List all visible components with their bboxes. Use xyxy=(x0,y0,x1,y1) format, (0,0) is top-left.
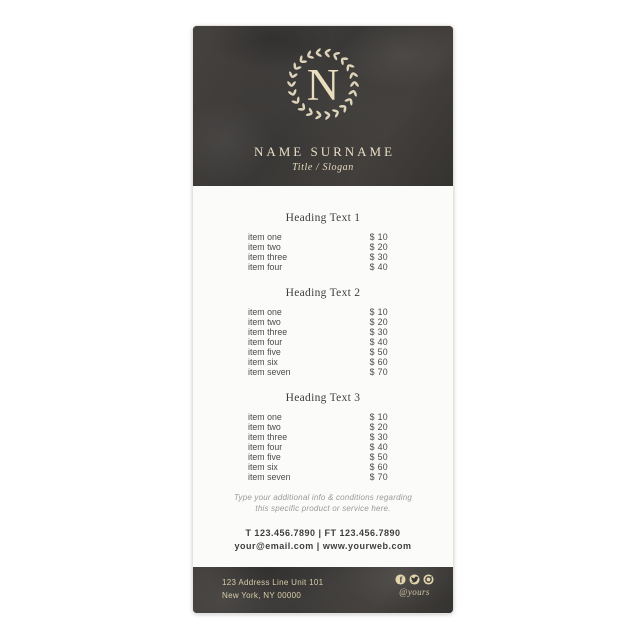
phone-numbers: T 123.456.7890 | FT 123.456.7890 xyxy=(245,528,401,538)
item-price: $ 40 xyxy=(369,337,388,347)
price-row xyxy=(248,357,388,367)
item-label: item four xyxy=(248,442,283,452)
price-row xyxy=(248,262,388,272)
item-label: item seven xyxy=(248,367,291,377)
item-price: $ 20 xyxy=(369,242,388,252)
conditions-note xyxy=(193,492,453,514)
section-heading: Heading Text 3 xyxy=(285,392,361,404)
twitter-icon xyxy=(409,574,420,585)
item-label: item three xyxy=(248,432,288,442)
price-row xyxy=(248,442,388,452)
item-price: $ 70 xyxy=(369,367,388,377)
item-label: item two xyxy=(248,317,281,327)
price-row xyxy=(248,367,388,377)
price-row xyxy=(248,337,388,347)
price-row xyxy=(248,347,388,357)
price-row xyxy=(248,252,388,262)
contact-block xyxy=(193,528,453,551)
item-price: $ 10 xyxy=(369,307,388,317)
item-label: item one xyxy=(248,232,282,242)
item-label: item seven xyxy=(248,472,291,482)
social-icons-row xyxy=(395,574,434,585)
price-row xyxy=(248,242,388,252)
item-price: $ 40 xyxy=(369,442,388,452)
social-block xyxy=(395,574,434,597)
item-price: $ 50 xyxy=(369,452,388,462)
monogram-letter: N xyxy=(306,59,340,110)
price-row xyxy=(248,422,388,432)
item-label: item six xyxy=(248,357,278,367)
price-row xyxy=(248,307,388,317)
slogan-text: Title / Slogan xyxy=(292,162,354,173)
price-section-2 xyxy=(193,287,453,377)
item-price: $ 40 xyxy=(369,262,388,272)
item-label: item four xyxy=(248,337,283,347)
item-label: item five xyxy=(248,347,281,357)
item-label: item one xyxy=(248,307,282,317)
name-text: NAME SURNAME xyxy=(253,144,396,159)
item-label: item one xyxy=(248,412,282,422)
email-website: your@email.com | www.yourweb.com xyxy=(234,541,412,551)
item-price: $ 60 xyxy=(369,462,388,472)
item-label: item six xyxy=(248,462,278,472)
facebook-icon xyxy=(395,574,406,585)
item-price: $ 60 xyxy=(369,357,388,367)
price-row xyxy=(248,412,388,422)
item-price: $ 10 xyxy=(369,232,388,242)
section-heading: Heading Text 2 xyxy=(285,287,361,299)
address-block xyxy=(222,576,323,602)
instagram-icon xyxy=(423,574,434,585)
address-line2: New York, NY 00000 xyxy=(222,591,302,600)
item-price: $ 20 xyxy=(369,317,388,327)
item-label: item three xyxy=(248,252,288,262)
price-section-3 xyxy=(193,392,453,482)
laurel-wreath-monogram xyxy=(285,46,361,122)
rack-card xyxy=(193,26,453,613)
svg-text:f: f xyxy=(399,575,403,585)
price-row xyxy=(248,432,388,442)
section-heading: Heading Text 1 xyxy=(285,212,361,224)
price-row xyxy=(248,317,388,327)
item-label: item five xyxy=(248,452,281,462)
price-list xyxy=(248,412,388,482)
item-label: item two xyxy=(248,422,281,432)
price-list xyxy=(248,232,388,272)
address-line1: 123 Address Line Unit 101 xyxy=(222,578,324,587)
card-footer xyxy=(193,567,453,613)
card-header xyxy=(193,26,453,186)
price-row xyxy=(248,462,388,472)
conditions-note-line2: this specific product or service here. xyxy=(255,504,391,513)
item-price: $ 70 xyxy=(369,472,388,482)
conditions-note-line1: Type your additional info & conditions regarding xyxy=(234,493,412,502)
item-label: item four xyxy=(248,262,283,272)
item-label: item three xyxy=(248,327,288,337)
item-price: $ 50 xyxy=(369,347,388,357)
price-section-1 xyxy=(193,212,453,272)
card-body xyxy=(193,186,453,567)
price-row xyxy=(248,327,388,337)
item-price: $ 30 xyxy=(369,252,388,262)
item-price: $ 30 xyxy=(369,327,388,337)
price-row xyxy=(248,232,388,242)
item-price: $ 10 xyxy=(369,412,388,422)
social-handle: @yours xyxy=(399,587,430,597)
price-row xyxy=(248,452,388,462)
item-price: $ 30 xyxy=(369,432,388,442)
price-row xyxy=(248,472,388,482)
price-list xyxy=(248,307,388,377)
item-label: item two xyxy=(248,242,281,252)
item-price: $ 20 xyxy=(369,422,388,432)
